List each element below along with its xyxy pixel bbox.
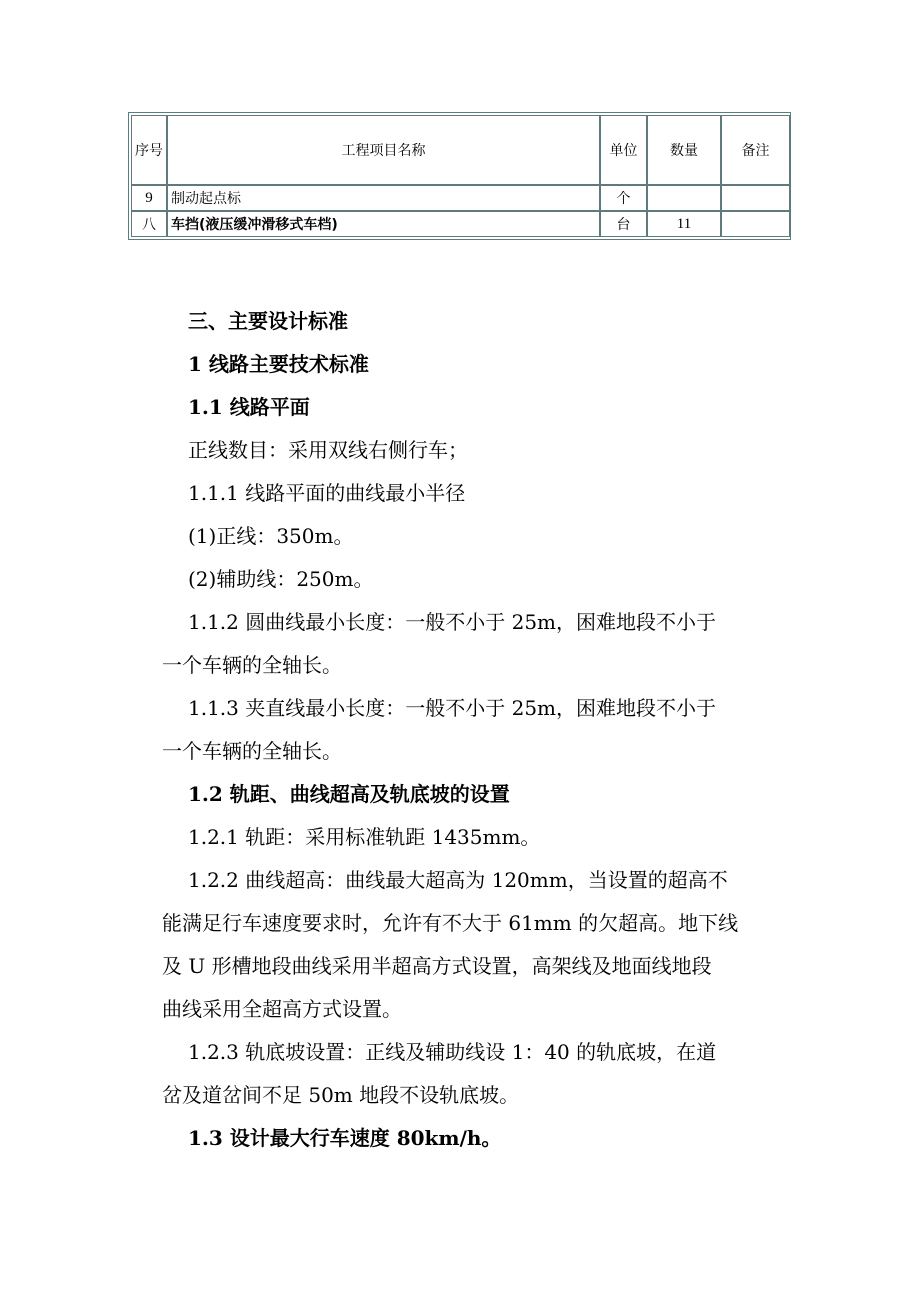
paragraph-1-2-2-line1: 1.2.2 曲线超高：曲线最大超高为 120mm，当设置的超高不 bbox=[188, 868, 728, 892]
cell-note bbox=[721, 211, 790, 237]
header-name: 工程项目名称 bbox=[167, 115, 600, 185]
paragraph-1-1-1-b: (2)辅助线：250m。 bbox=[188, 567, 374, 591]
cell-name: 制动起点标 bbox=[167, 185, 600, 211]
header-unit: 单位 bbox=[600, 115, 647, 185]
cell-note bbox=[721, 185, 790, 211]
paragraph-1-1-2-line2: 一个车辆的全轴长。 bbox=[162, 653, 342, 677]
paragraph-1-2-3-line1: 1.2.3 轨底坡设置：正线及辅助线设 1：40 的轨底坡，在道 bbox=[188, 1040, 717, 1064]
heading-1-2: 1.2 轨距、曲线超高及轨底坡的设置 bbox=[188, 782, 510, 806]
paragraph-1-2-3-line2: 岔及道岔间不足 50m 地段不设轨底坡。 bbox=[162, 1083, 520, 1107]
cell-unit: 台 bbox=[600, 211, 647, 237]
paragraph-1-1-2-line1: 1.1.2 圆曲线最小长度：一般不小于 25m，困难地段不小于 bbox=[188, 610, 717, 634]
cell-no: 八 bbox=[131, 211, 167, 237]
cell-name: 车挡(液压缓冲滑移式车档) bbox=[167, 211, 600, 237]
header-qty: 数量 bbox=[647, 115, 721, 185]
paragraph-1-2-2-line2: 能满足行车速度要求时，允许有不大于 61mm 的欠超高。地下线 bbox=[162, 911, 739, 935]
paragraph-1-2-2-line4: 曲线采用全超高方式设置。 bbox=[162, 997, 402, 1021]
paragraph-1-2-1: 1.2.1 轨距：采用标准轨距 1435mm。 bbox=[188, 825, 541, 849]
paragraph-1-1-3-line1: 1.1.3 夹直线最小长度：一般不小于 25m，困难地段不小于 bbox=[188, 696, 717, 720]
heading-1: 1 线路主要技术标准 bbox=[188, 352, 369, 376]
cell-no: 9 bbox=[131, 185, 167, 211]
paragraph-1-1-3-line2: 一个车辆的全轴长。 bbox=[162, 739, 342, 763]
cell-unit: 个 bbox=[600, 185, 647, 211]
paragraph-1-2-2-line3: 及 U 形槽地段曲线采用半超高方式设置，高架线及地面线地段 bbox=[162, 954, 712, 978]
cell-qty: 11 bbox=[647, 211, 721, 237]
table-row bbox=[131, 185, 790, 211]
header-note: 备注 bbox=[721, 115, 790, 185]
section-title: 三、主要设计标准 bbox=[188, 309, 348, 333]
heading-1-1: 1.1 线路平面 bbox=[188, 395, 310, 419]
header-no: 序号 bbox=[131, 115, 167, 185]
project-items-table-frame bbox=[128, 112, 791, 240]
table-header-row bbox=[131, 115, 790, 185]
paragraph-1-1-1-a: (1)正线：350m。 bbox=[188, 524, 354, 548]
table-row bbox=[131, 211, 790, 237]
project-items-table bbox=[131, 115, 790, 237]
cell-qty bbox=[647, 185, 721, 211]
paragraph-1-1-1: 1.1.1 线路平面的曲线最小半径 bbox=[188, 481, 466, 505]
document-body bbox=[162, 300, 782, 1160]
heading-1-3: 1.3 设计最大行车速度 80km/h。 bbox=[188, 1126, 502, 1150]
paragraph-mainline: 正线数目：采用双线右侧行车； bbox=[188, 438, 468, 462]
